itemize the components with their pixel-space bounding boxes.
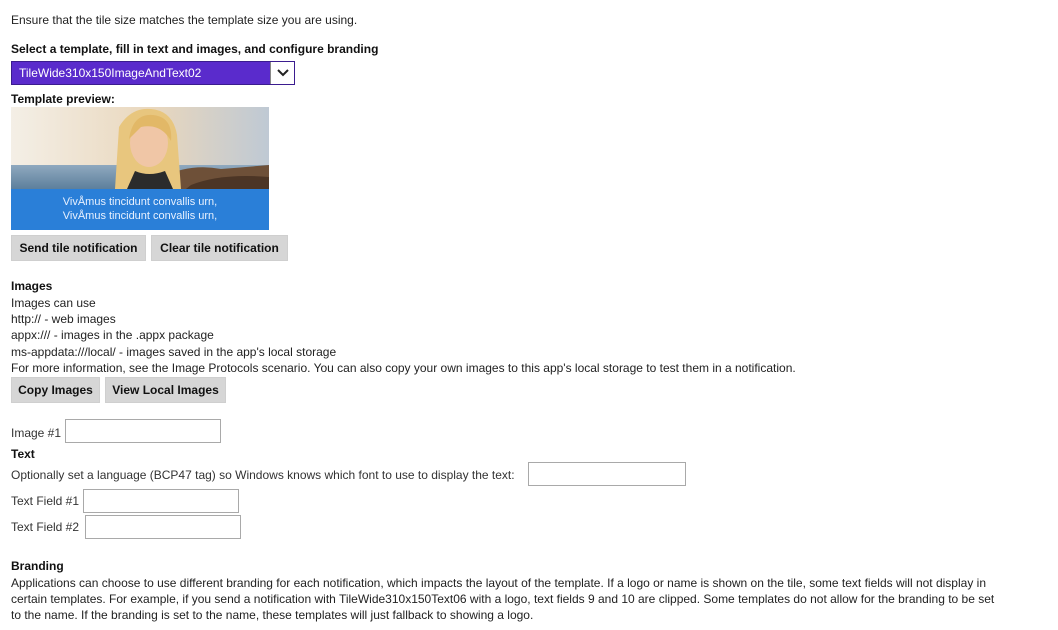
tile-text-line-1: VivÅmus tincidunt convallis urn,	[62, 196, 218, 208]
branding-line-2: certain templates. For example, if you send a notification with TileWide310x150Text06 with a logo, text fields 9 and 10 are clipped. Some templates do not allow for the branding to be set	[11, 592, 995, 606]
tile-preview	[11, 107, 269, 230]
chevron-down-icon[interactable]	[270, 62, 294, 84]
select-heading: Select a template, fill in text and images, and configure branding	[11, 42, 379, 56]
images-line-2: http:// - web images	[11, 312, 116, 326]
images-line-4: ms-appdata:///local/ - images saved in the app's local storage	[11, 345, 337, 359]
text-field1-label: Text Field #1	[11, 494, 80, 508]
text-field2-input[interactable]	[85, 515, 241, 539]
preview-heading: Template preview:	[11, 92, 115, 106]
branding-heading: Branding	[11, 559, 64, 573]
template-select[interactable]	[11, 61, 295, 85]
language-label: Optionally set a language (BCP47 tag) so Windows knows which font to use to display the text:	[11, 468, 515, 482]
images-heading: Images	[11, 279, 53, 293]
images-line-1: Images can use	[11, 296, 96, 310]
template-select-value: TileWide310x150ImageAndText02	[19, 66, 202, 80]
tile-text-line-2: VivÅmus tincidunt convallis urn,	[62, 210, 218, 222]
images-line-3: appx:/// - images in the .appx package	[11, 328, 214, 342]
text-heading: Text	[11, 447, 35, 461]
view-local-images-button[interactable]: View Local Images	[105, 377, 226, 403]
copy-images-button[interactable]: Copy Images	[11, 377, 100, 403]
image1-label: Image #1	[11, 426, 62, 440]
clear-tile-notification-button[interactable]: Clear tile notification	[151, 235, 288, 261]
image1-input[interactable]	[65, 419, 221, 443]
images-line-5: For more information, see the Image Protocols scenario. You can also copy your own images to this app's local storage to test them in a notification.	[11, 361, 796, 375]
text-field1-input[interactable]	[83, 489, 239, 513]
branding-line-1: Applications can choose to use different branding for each notification, which impacts the layout of the template. If a logo or name is shown on the tile, some text fields will not display in	[11, 576, 986, 590]
language-input[interactable]	[528, 462, 686, 486]
intro-text: Ensure that the tile size matches the template size you are using.	[11, 13, 358, 27]
text-field2-label: Text Field #2	[11, 520, 80, 534]
send-tile-notification-button[interactable]: Send tile notification	[11, 235, 146, 261]
branding-line-3: to the name. If the branding is set to the name, these templates will just fallback to showing a logo.	[11, 608, 534, 622]
